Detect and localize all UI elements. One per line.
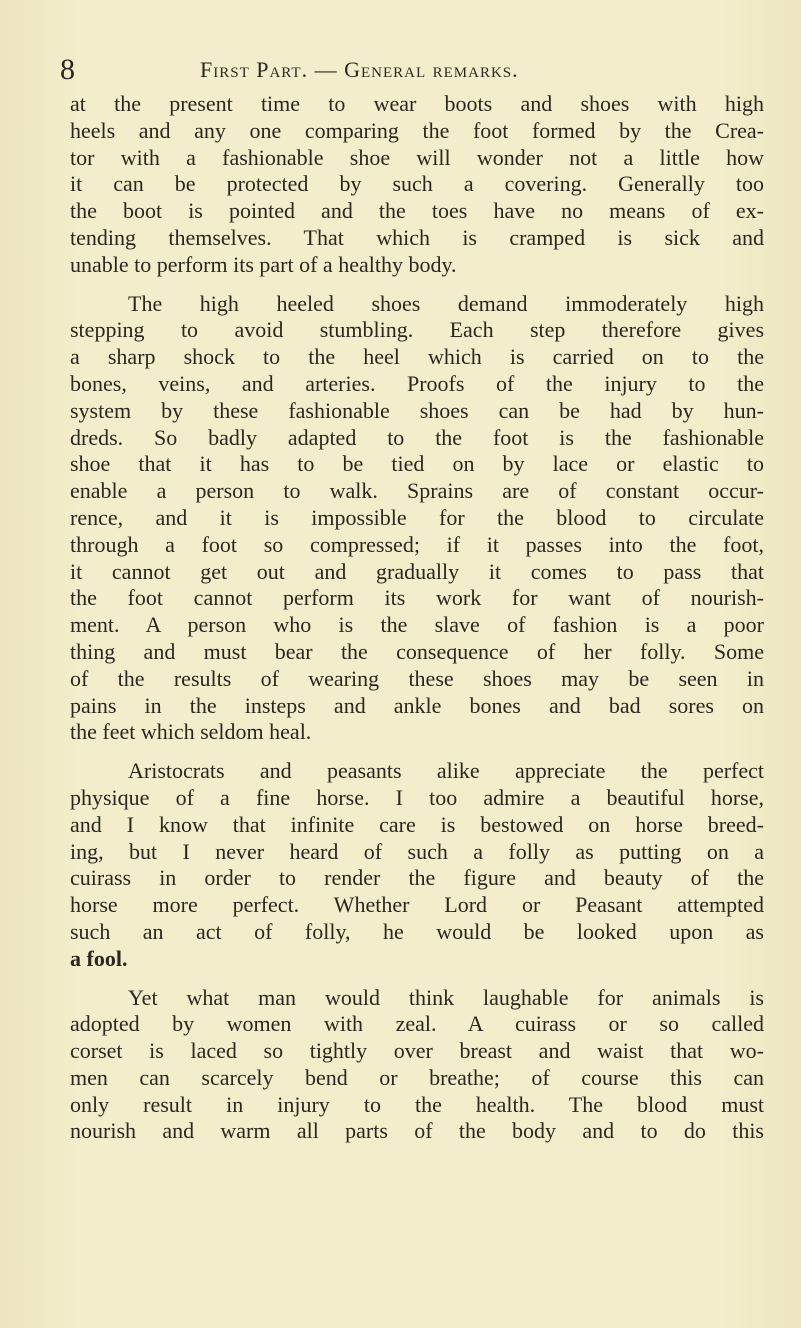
text-line: enable a person to walk. Sprains are of constant occur- bbox=[70, 478, 764, 504]
paragraph-4 bbox=[70, 985, 764, 1146]
text-line: system by these fashionable shoes can be had by hun- bbox=[70, 397, 764, 423]
text-line: tending themselves. That which is cramped is sick and bbox=[70, 224, 764, 250]
text-line: pains in the insteps and ankle bones and bad sores on bbox=[70, 692, 764, 718]
text-line: it cannot get out and gradually it comes to pass that bbox=[70, 558, 764, 584]
text-line: the feet which seldom heal. bbox=[70, 719, 312, 745]
text-line: such an act of folly, he would be looked upon as bbox=[70, 918, 764, 944]
text-line: horse more perfect. Whether Lord or Peasant attempted bbox=[70, 892, 764, 918]
text-line: and I know that infinite care is bestowed on horse breed- bbox=[70, 811, 764, 837]
text-line: the foot cannot perform its work for want of nourish- bbox=[70, 585, 764, 611]
text-line: a sharp shock to the heel which is carried on to the bbox=[70, 344, 764, 370]
text-line: bones, veins, and arteries. Proofs of the injury to the bbox=[70, 370, 764, 396]
body-text bbox=[70, 91, 764, 1157]
text-line: shoe that it has to be tied on by lace or elastic to bbox=[70, 451, 764, 477]
paragraph-2 bbox=[70, 291, 764, 747]
text-line: only result in injury to the health. The blood must bbox=[70, 1091, 764, 1117]
paragraph-1 bbox=[70, 91, 764, 279]
text-line: it can be protected by such a covering. Generally too bbox=[70, 171, 764, 197]
text-line: of the results of wearing these shoes may be seen in bbox=[70, 665, 764, 691]
text-line: men can scarcely bend or breathe; of course this can bbox=[70, 1064, 764, 1090]
text-line: heels and any one comparing the foot formed by the Crea- bbox=[70, 117, 764, 143]
text-line: cuirass in order to render the figure and beauty of the bbox=[70, 865, 764, 891]
text-line: ing, but I never heard of such a folly as putting on a bbox=[70, 838, 764, 864]
text-line: The high heeled shoes demand immoderately high bbox=[128, 290, 764, 316]
text-line: adopted by women with zeal. A cuirass or so called bbox=[70, 1011, 764, 1037]
text-line: nourish and warm all parts of the body and to do this bbox=[70, 1118, 764, 1144]
text-line: a fool. bbox=[70, 945, 128, 971]
paragraph-3 bbox=[70, 758, 764, 972]
text-line: ment. A person who is the slave of fashion is a poor bbox=[70, 612, 764, 638]
page-header bbox=[60, 50, 760, 90]
text-line: at the present time to wear boots and shoes with high bbox=[70, 91, 764, 116]
text-line: stepping to avoid stumbling. Each step therefore gives bbox=[70, 317, 764, 343]
text-line: the boot is pointed and the toes have no means of ex- bbox=[70, 198, 764, 224]
text-line: dreds. So badly adapted to the foot is the fashionable bbox=[70, 424, 764, 450]
text-line: physique of a fine horse. I too admire a beautiful horse, bbox=[70, 784, 764, 810]
page-number: 8 bbox=[60, 53, 75, 86]
text-line: Aristocrats and peasants alike appreciate the perfect bbox=[128, 758, 764, 784]
text-line: tor with a fashionable shoe will wonder not a little how bbox=[70, 144, 764, 170]
text-line: Yet what man would think laughable for animals is bbox=[128, 984, 764, 1010]
text-line: rence, and it is impossible for the blood to circulate bbox=[70, 504, 764, 530]
text-line: corset is laced so tightly over breast and waist that wo- bbox=[70, 1038, 764, 1064]
text-line: thing and must bear the consequence of her folly. Some bbox=[70, 638, 764, 664]
running-head: First Part. — General remarks. bbox=[200, 57, 519, 82]
text-line: through a foot so compressed; if it passes into the foot, bbox=[70, 531, 764, 557]
text-line: unable to perform its part of a healthy body. bbox=[70, 251, 457, 277]
